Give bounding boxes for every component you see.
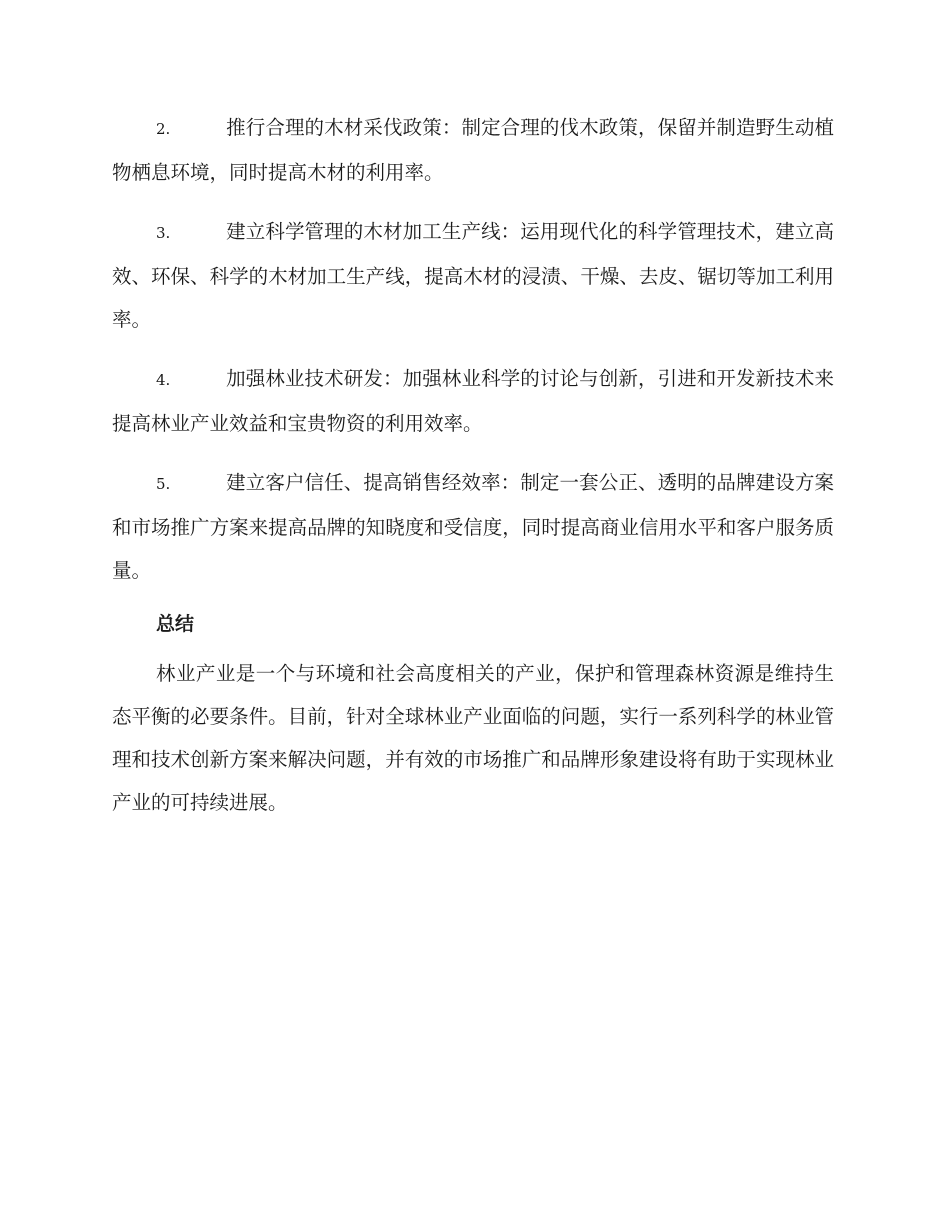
summary-paragraph: 林业产业是一个与环境和社会高度相关的产业，保护和管理森林资源是维持生态平衡的必要条件。目前，针对全球林业产业面临的问题，实行一系列科学的林业管理和技术创新方案来解决问题，并有效的市场推广和品牌形象建设将有助于实现林业产业的可持续进展。 (112, 662, 834, 814)
list-item-number: 5. (156, 475, 171, 493)
list-item-number: 3. (156, 224, 171, 242)
list-item-text: 加强林业技术研发：加强林业科学的讨论与创新，引进和开发新技术来提高林业产业效益和宝贵物资的利用效率。 (112, 367, 834, 435)
document-page (112, 106, 834, 824)
list-item (112, 210, 834, 341)
list-item-number: 4. (156, 371, 171, 389)
list-item-text: 建立科学管理的木材加工生产线：运用现代化的科学管理技术，建立高效、环保、科学的木材加工生产线，提高木材的浸渍、干燥、去皮、锯切等加工利用率。 (112, 220, 834, 331)
list-item-text: 推行合理的木材采伐政策：制定合理的伐木政策，保留并制造野生动植物栖息环境，同时提高木材的利用率。 (112, 116, 834, 184)
summary-heading: 总结 (156, 613, 195, 635)
list-item (112, 461, 834, 592)
list-item-text: 建立客户信任、提高销售经效率：制定一套公正、透明的品牌建设方案和市场推广方案来提高品牌的知晓度和受信度，同时提高商业信用水平和客户服务质量。 (112, 471, 834, 582)
list-item-number: 2. (156, 120, 171, 138)
list-item (112, 357, 834, 445)
list-item (112, 106, 834, 194)
